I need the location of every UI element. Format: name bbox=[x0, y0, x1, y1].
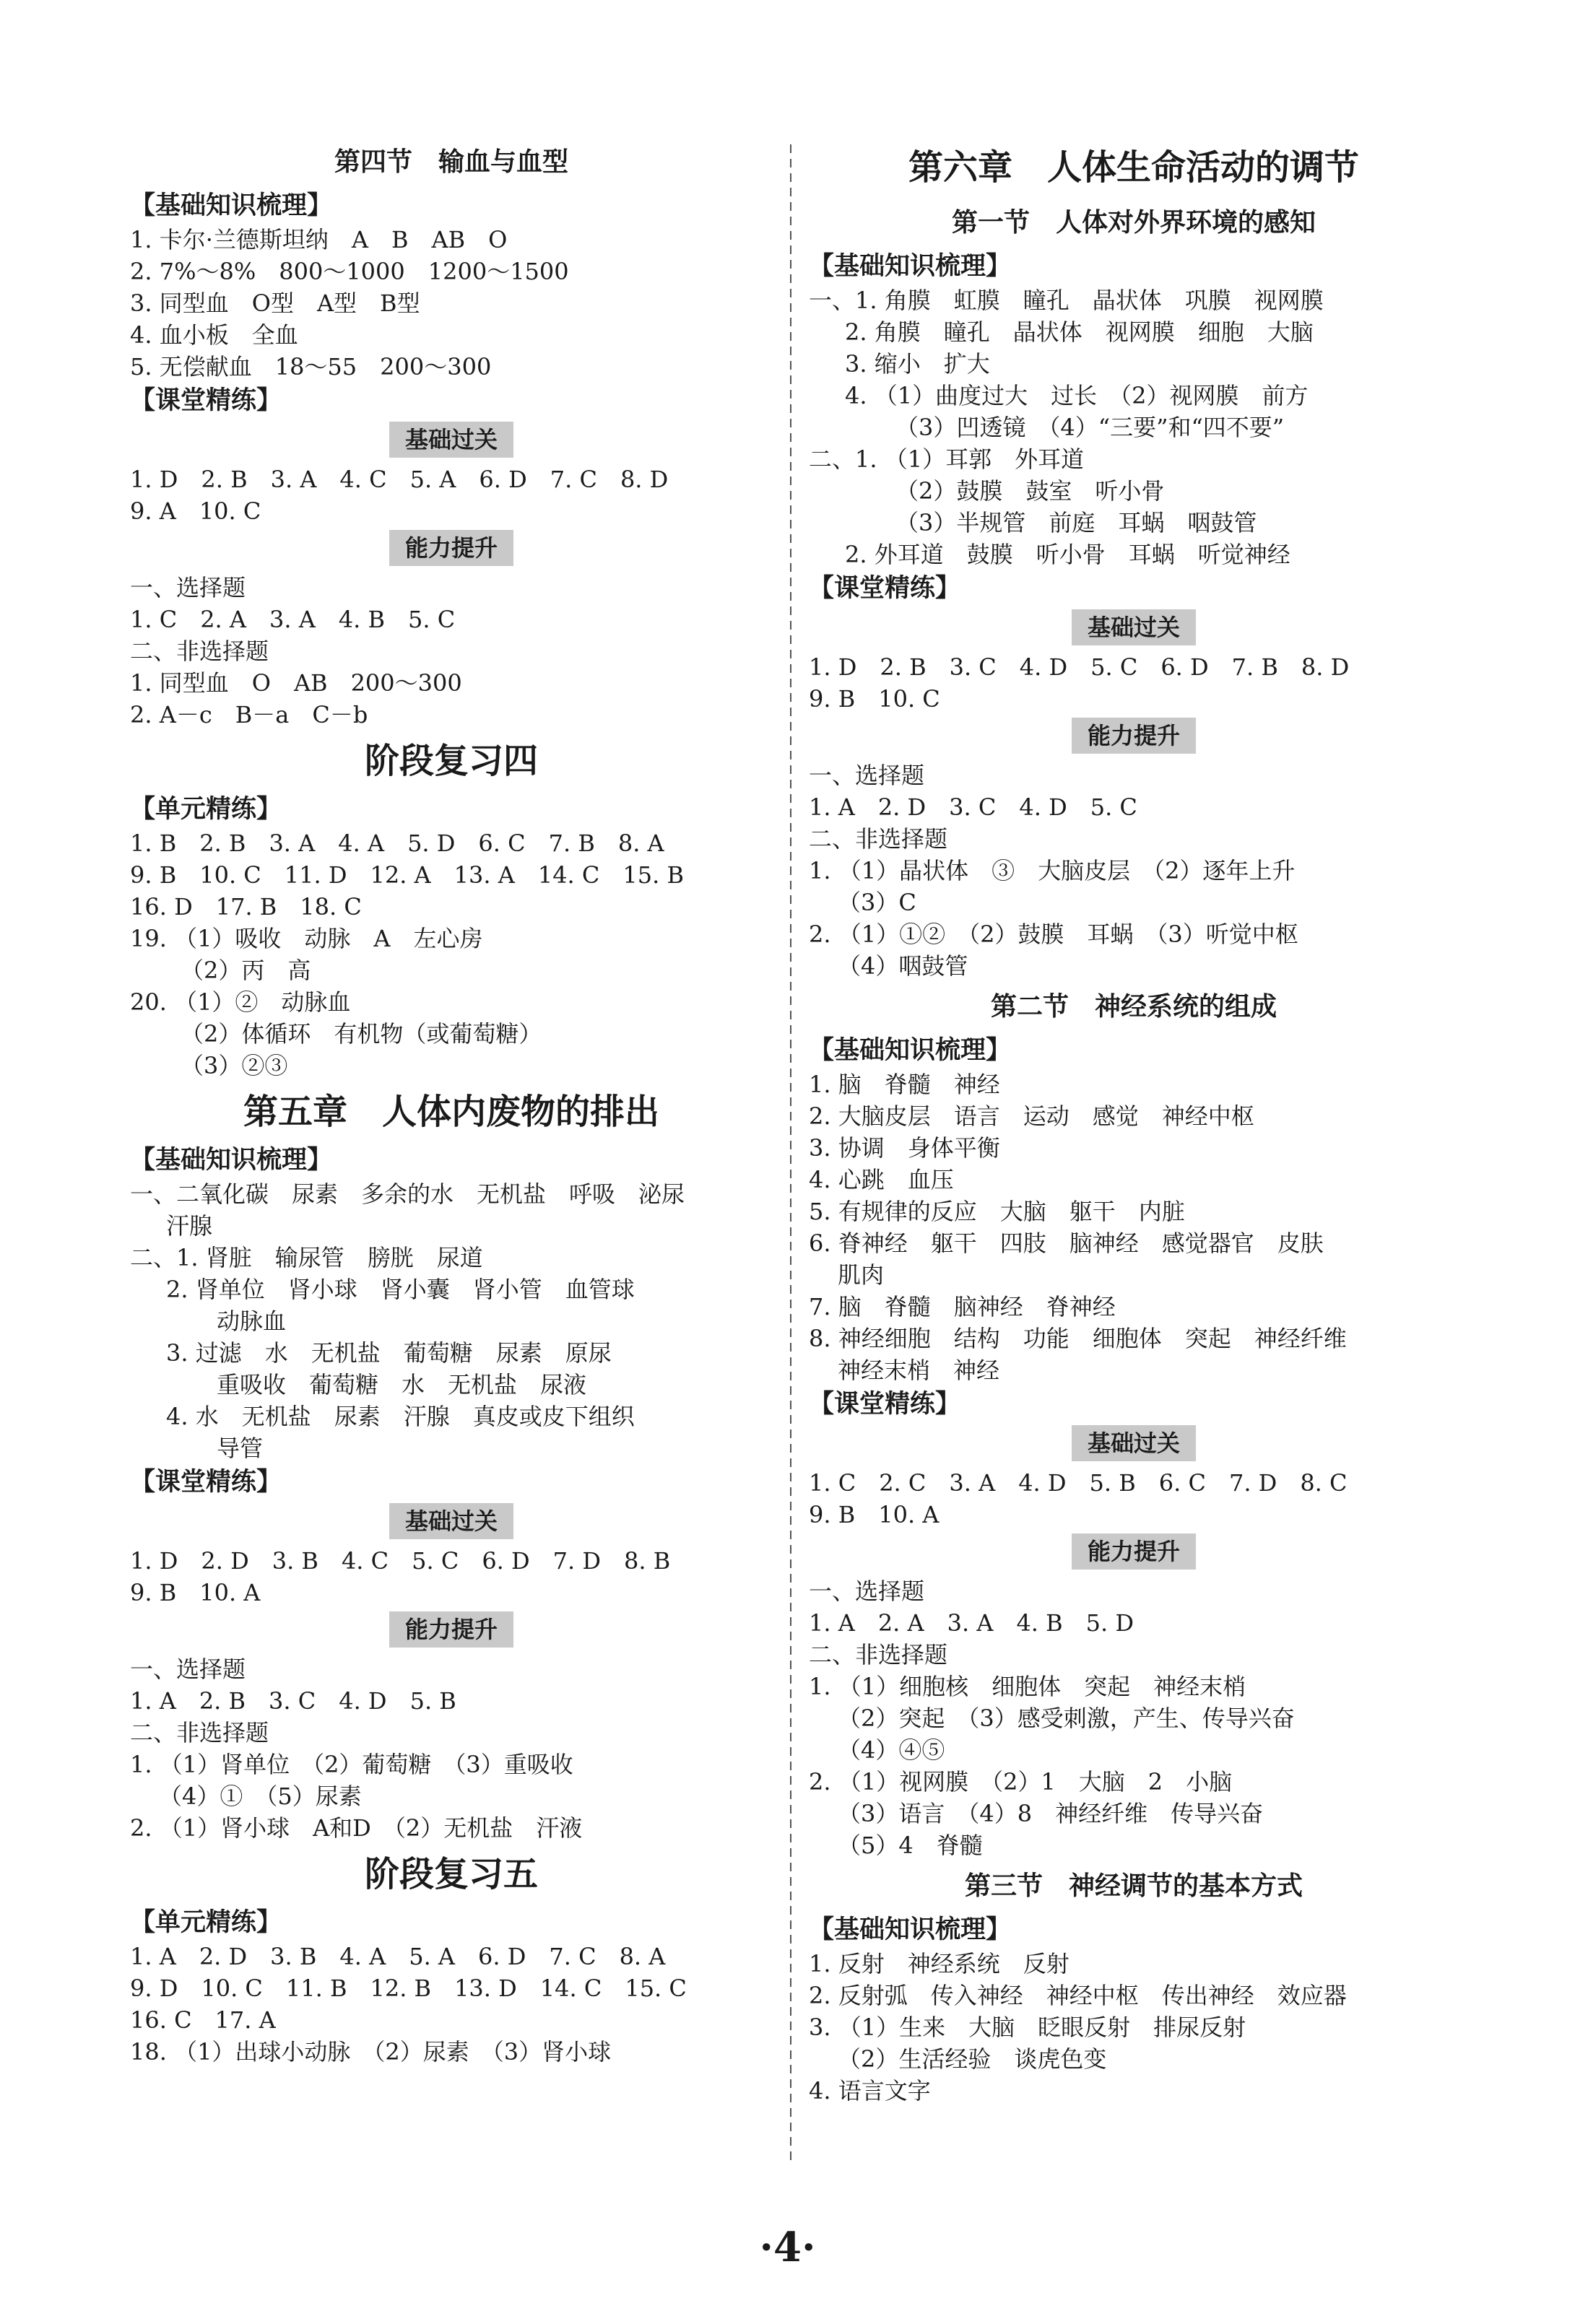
list-item: 8. 神经细胞 结构 功能 细胞体 突起 神经纤维 bbox=[809, 1325, 1347, 1352]
list-item: 1. 卡尔·兰德斯坦纳 A B AB O bbox=[130, 226, 508, 253]
answer-line: 1. A 2. A 3. A 4. B 5. D bbox=[809, 1609, 1134, 1637]
list-item: 二、1. 肾脏 输尿管 膀胱 尿道 bbox=[130, 1244, 483, 1271]
answer-line: 9. A 10. C bbox=[130, 497, 261, 525]
answer-line: （5）4 脊髓 bbox=[838, 1832, 983, 1859]
list-item: （3）凹透镜 （4）“三要”和“四不要” bbox=[895, 414, 1285, 441]
list-item: 一、1. 角膜 虹膜 瞳孔 晶状体 巩膜 视网膜 bbox=[809, 287, 1324, 314]
list-item: 动脉血 bbox=[217, 1307, 287, 1335]
answer-line: 1. 同型血 O AB 200～300 bbox=[130, 669, 462, 697]
answer-line: 16. C 17. A bbox=[130, 2006, 276, 2034]
review-four-title: 阶段复习四 bbox=[364, 741, 538, 781]
list-item: 2. 反射弧 传入神经 神经中枢 传出神经 效应器 bbox=[809, 1982, 1347, 2009]
list-item: 3. 缩小 扩大 bbox=[845, 350, 990, 378]
badge-basic-pass: 基础过关 bbox=[389, 1503, 513, 1539]
list-item: 5. 有规律的反应 大脑 躯干 内脏 bbox=[809, 1198, 1185, 1225]
list-item: 二、1. （1）耳郭 外耳道 bbox=[809, 445, 1085, 473]
answer-line: 1. （1）细胞核 细胞体 突起 神经末梢 bbox=[809, 1673, 1246, 1700]
list-item: 1. 脑 脊髓 神经 bbox=[809, 1071, 1000, 1098]
answer-line: 18. （1）出球小动脉 （2）尿素 （3）肾小球 bbox=[130, 2038, 612, 2066]
tag-class-practice: 【课堂精练】 bbox=[809, 1390, 961, 1419]
list-item: 6. 脊神经 躯干 四肢 脑神经 感觉器官 皮肤 bbox=[809, 1230, 1324, 1257]
list-item: 导管 bbox=[217, 1435, 264, 1462]
list-item: 2. 7%～8% 800～1000 1200～1500 bbox=[130, 258, 569, 285]
answer-line: 1. D 2. B 3. C 4. D 5. C 6. D 7. B 8. D bbox=[809, 653, 1350, 681]
answer-line: （2）突起 （3）感受刺激，产生、传导兴奋 bbox=[838, 1705, 1295, 1732]
answer-line: 二、非选择题 bbox=[130, 1719, 269, 1746]
answer-line: （3）C bbox=[838, 889, 916, 916]
section-title-nervous-system: 第二节 神经系统的组成 bbox=[990, 992, 1277, 1022]
answer-line: 1. D 2. D 3. B 4. C 5. C 6. D 7. D 8. B bbox=[130, 1547, 671, 1575]
answer-line: 1. C 2. C 3. A 4. D 5. B 6. C 7. D 8. C bbox=[809, 1469, 1348, 1497]
tag-class-practice: 【课堂精练】 bbox=[130, 386, 282, 415]
badge-ability: 能力提升 bbox=[389, 530, 513, 566]
review-five-title: 阶段复习五 bbox=[364, 1854, 538, 1894]
list-item: 4. 水 无机盐 尿素 汗腺 真皮或皮下组织 bbox=[166, 1403, 635, 1430]
list-item: （3）半规管 前庭 耳蜗 咽鼓管 bbox=[895, 509, 1257, 536]
answer-line: 1. B 2. B 3. A 4. A 5. D 6. C 7. B 8. A bbox=[130, 830, 664, 857]
list-item: 神经末梢 神经 bbox=[838, 1357, 1000, 1384]
answer-line: 一、选择题 bbox=[809, 762, 925, 789]
section-title-neural-regulation: 第三节 神经调节的基本方式 bbox=[964, 1871, 1303, 1901]
chapter-five-title: 第五章 人体内废物的排出 bbox=[243, 1092, 659, 1132]
badge-basic-pass: 基础过关 bbox=[1072, 1425, 1196, 1461]
answer-line: （4）④⑤ bbox=[838, 1736, 945, 1764]
chapter-six-title: 第六章 人体生命活动的调节 bbox=[908, 147, 1359, 188]
section-title-transfusion: 第四节 输血与血型 bbox=[334, 147, 568, 177]
list-item: 3. 同型血 O型 A型 B型 bbox=[130, 290, 420, 317]
answer-line: （4）咽鼓管 bbox=[838, 952, 968, 980]
answer-line: 一、选择题 bbox=[809, 1577, 925, 1605]
list-item: 4. 心跳 血压 bbox=[809, 1166, 954, 1193]
list-item: 2. 外耳道 鼓膜 听小骨 耳蜗 听觉神经 bbox=[845, 541, 1290, 568]
list-item: 1. 反射 神经系统 反射 bbox=[809, 1950, 1069, 1977]
right-column bbox=[809, 137, 1459, 2107]
answer-line: 二、非选择题 bbox=[809, 825, 948, 853]
list-item: 一、二氧化碳 尿素 多余的水 无机盐 呼吸 泌尿 bbox=[130, 1180, 685, 1208]
tag-basic-knowledge: 【基础知识梳理】 bbox=[130, 191, 333, 220]
list-item: （2）生活经验 谈虎色变 bbox=[838, 2045, 1107, 2073]
tag-basic-knowledge: 【基础知识梳理】 bbox=[809, 1036, 1012, 1065]
answer-line: 2. A－c B－a C－b bbox=[130, 701, 368, 728]
list-item: 4. 血小板 全血 bbox=[130, 321, 298, 349]
answer-line: （2）丙 高 bbox=[181, 957, 311, 984]
answer-line: 9. D 10. C 11. B 12. B 13. D 14. C 15. C bbox=[130, 1975, 687, 2002]
badge-ability: 能力提升 bbox=[389, 1611, 513, 1648]
badge-ability: 能力提升 bbox=[1072, 1533, 1196, 1570]
badge-basic-pass: 基础过关 bbox=[1072, 609, 1196, 645]
list-item: 4. （1）曲度过大 过长 （2）视网膜 前方 bbox=[845, 382, 1309, 409]
page-number: ·4· bbox=[759, 2224, 816, 2271]
tag-class-practice: 【课堂精练】 bbox=[809, 574, 961, 603]
list-item: 3. 过滤 水 无机盐 葡萄糖 尿素 原尿 bbox=[166, 1339, 612, 1367]
answer-line: 1. （1）肾单位 （2）葡萄糖 （3）重吸收 bbox=[130, 1751, 573, 1778]
answer-line: 二、非选择题 bbox=[809, 1641, 948, 1668]
answer-line: 一、选择题 bbox=[130, 574, 246, 601]
badge-ability: 能力提升 bbox=[1072, 718, 1196, 754]
answer-line: 1. D 2. B 3. A 4. C 5. A 6. D 7. C 8. D bbox=[130, 466, 669, 493]
answer-line: （3）②③ bbox=[181, 1052, 288, 1079]
tag-basic-knowledge: 【基础知识梳理】 bbox=[130, 1146, 333, 1175]
answer-line: 2. （1）肾小球 A和D （2）无机盐 汗液 bbox=[130, 1814, 583, 1842]
column-divider bbox=[790, 144, 791, 2166]
list-item: 肌肉 bbox=[838, 1261, 885, 1289]
list-item: 5. 无偿献血 18～55 200～300 bbox=[130, 353, 492, 380]
s4-basic-list bbox=[130, 224, 773, 383]
list-item: 汗腺 bbox=[166, 1212, 213, 1240]
answer-line: （4）① （5）尿素 bbox=[159, 1783, 362, 1810]
answer-line: 9. B 10. A bbox=[130, 1579, 261, 1606]
answer-line: 1. A 2. D 3. B 4. A 5. A 6. D 7. C 8. A bbox=[130, 1943, 666, 1970]
answer-line: 二、非选择题 bbox=[130, 637, 269, 665]
tag-basic-knowledge: 【基础知识梳理】 bbox=[809, 1915, 1012, 1944]
tag-class-practice: 【课堂精练】 bbox=[130, 1468, 282, 1497]
answer-line: 1. C 2. A 3. A 4. B 5. C bbox=[130, 606, 456, 633]
answer-line: 16. D 17. B 18. C bbox=[130, 893, 362, 921]
answer-line: 9. B 10. A bbox=[809, 1501, 940, 1528]
answer-line: 1. A 2. B 3. C 4. D 5. B bbox=[130, 1687, 456, 1715]
tag-unit-practice: 【单元精练】 bbox=[130, 795, 282, 824]
answer-line: 1. A 2. D 3. C 4. D 5. C bbox=[809, 793, 1137, 821]
list-item: 3. （1）生来 大脑 眨眼反射 排尿反射 bbox=[809, 2014, 1246, 2041]
answer-line: 20. （1）② 动脉血 bbox=[130, 988, 351, 1016]
list-item: 2. 大脑皮层 语言 运动 感觉 神经中枢 bbox=[809, 1102, 1254, 1130]
section-title-perception: 第一节 人体对外界环境的感知 bbox=[951, 208, 1316, 238]
list-item: 7. 脑 脊髓 脑神经 脊神经 bbox=[809, 1293, 1116, 1320]
list-item: 重吸收 葡萄糖 水 无机盐 尿液 bbox=[217, 1371, 587, 1398]
tag-basic-knowledge: 【基础知识梳理】 bbox=[809, 252, 1012, 281]
tag-unit-practice: 【单元精练】 bbox=[130, 1908, 282, 1937]
list-item: 4. 语言文字 bbox=[809, 2077, 931, 2105]
list-item: 2. 角膜 瞳孔 晶状体 视网膜 细胞 大脑 bbox=[845, 318, 1314, 346]
answer-line: 2. （1）视网膜 （2）1 大脑 2 小脑 bbox=[809, 1768, 1233, 1796]
answer-line: 一、选择题 bbox=[130, 1655, 246, 1683]
left-column bbox=[130, 137, 773, 2068]
list-item: （2）鼓膜 鼓室 听小骨 bbox=[895, 477, 1165, 505]
answer-line: 2. （1）①② （2）鼓膜 耳蜗 （3）听觉中枢 bbox=[809, 921, 1298, 948]
answer-line: （3）语言 （4）8 神经纤维 传导兴奋 bbox=[838, 1800, 1264, 1827]
answer-line: 1. （1）晶状体 ③ 大脑皮层 （2）逐年上升 bbox=[809, 857, 1296, 884]
list-item: 3. 协调 身体平衡 bbox=[809, 1134, 1000, 1162]
answer-line: （2）体循环 有机物（或葡萄糖） bbox=[181, 1020, 542, 1048]
list-item: 2. 肾单位 肾小球 肾小囊 肾小管 血管球 bbox=[166, 1276, 635, 1303]
answer-line: 19. （1）吸收 动脉 A 左心房 bbox=[130, 925, 483, 952]
answer-line: 9. B 10. C bbox=[809, 685, 940, 713]
answer-line: 9. B 10. C 11. D 12. A 13. A 14. C 15. B bbox=[130, 861, 684, 889]
badge-basic-pass: 基础过关 bbox=[389, 422, 513, 458]
